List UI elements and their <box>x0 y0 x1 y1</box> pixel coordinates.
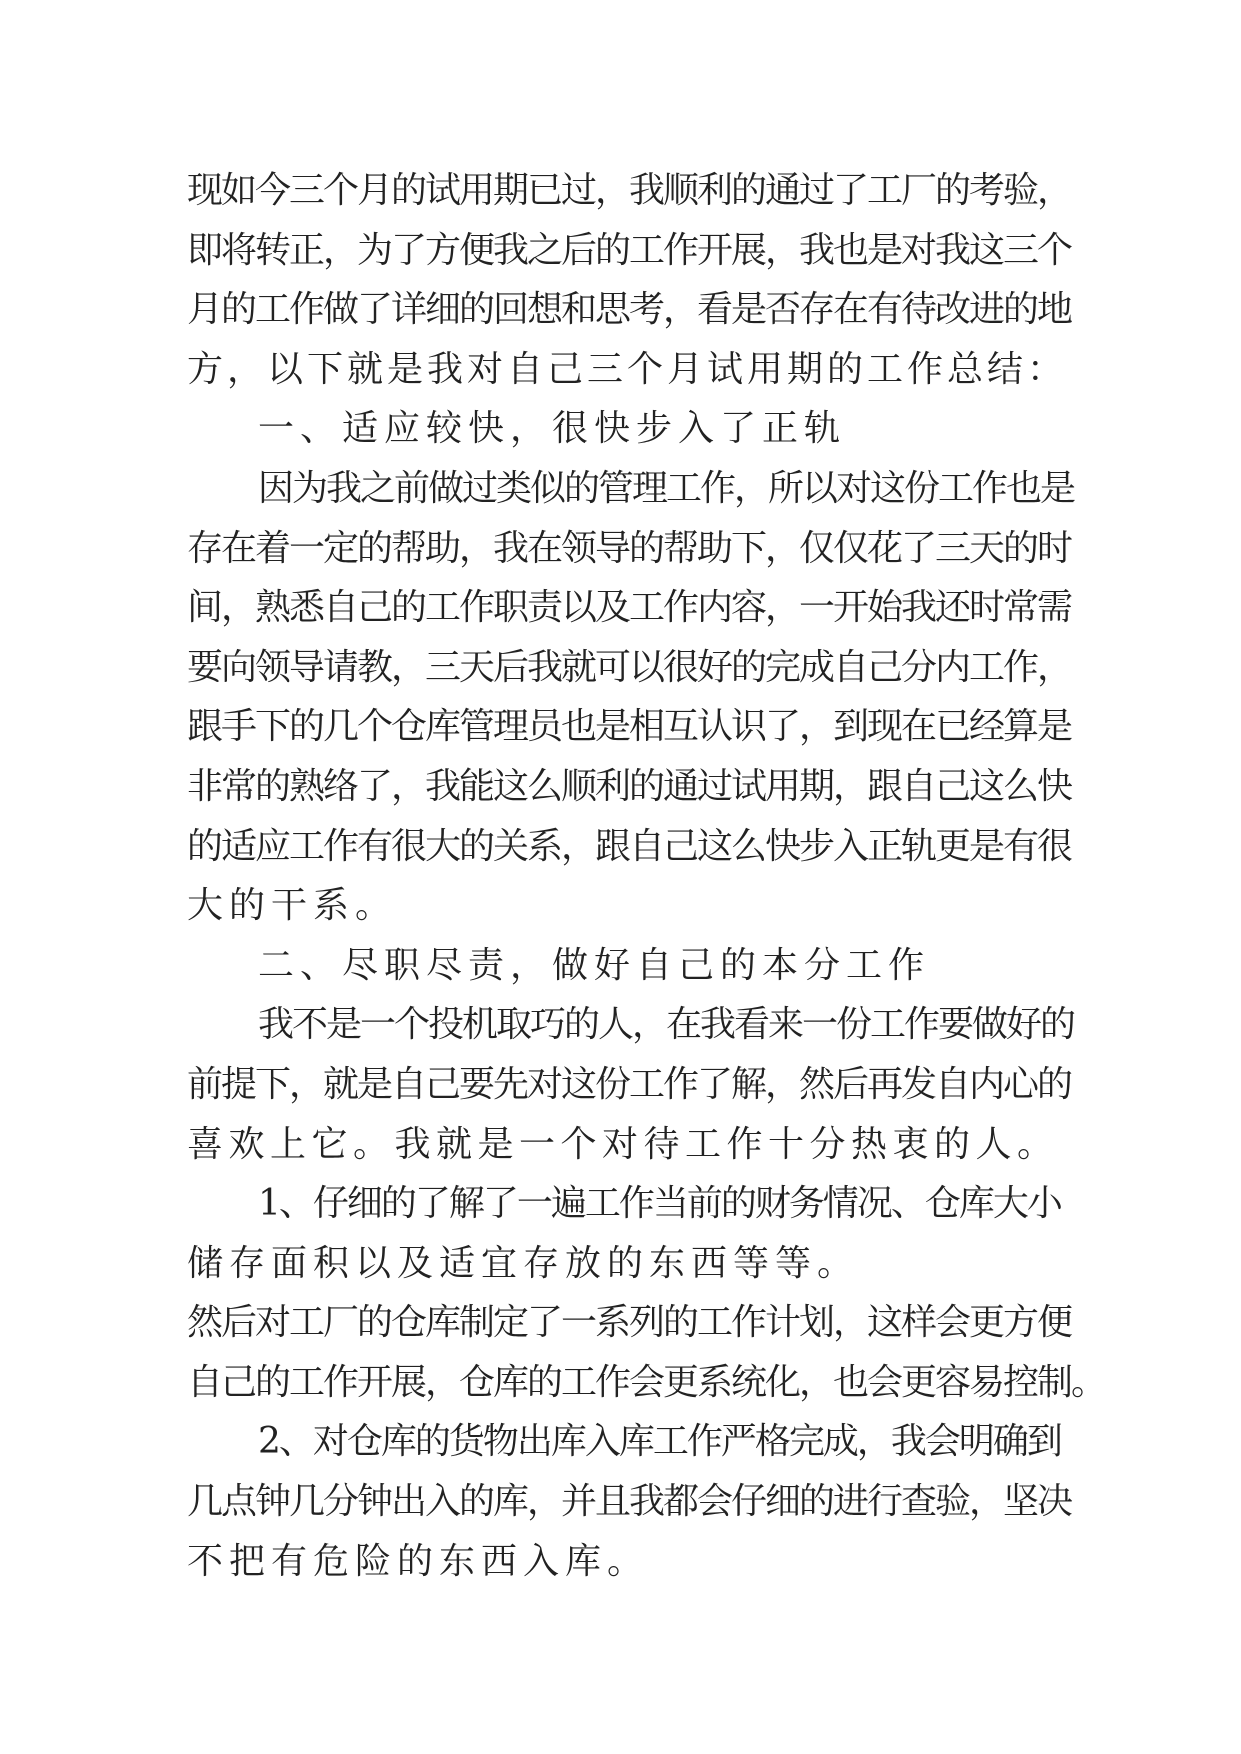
text-line: 要向领导请教，三天后我就可以很好的完成自己分内工作， <box>187 646 1072 688</box>
text-line: 因为我之前做过类似的管理工作，所以对这份工作也是 <box>258 467 1075 509</box>
text-line: 前提下，就是自己要先对这份工作了解，然后再发自内心的 <box>187 1063 1072 1105</box>
text-line: 的适应工作有很大的关系，跟自己这么快步入正轨更是有很 <box>187 825 1072 867</box>
text-line: 二、尽职尽责，做好自己的本分工作 <box>258 944 931 986</box>
text-line: 跟手下的几个仓库管理员也是相互认识了，到现在已经算是 <box>187 706 1072 748</box>
text-line: 自己的工作开展，仓库的工作会更系统化，也会更容易控制。 <box>187 1361 1106 1403</box>
text-line: 几点钟几分钟出入的库，并且我都会仔细的进行查验，坚决 <box>187 1481 1072 1523</box>
text-line: 非常的熟络了，我能这么顺利的通过试用期，跟自己这么快 <box>187 765 1072 807</box>
text-line: 大的干系。 <box>187 885 398 927</box>
text-line: 不把有危险的东西入库。 <box>187 1540 650 1582</box>
text-line: 喜欢上它。我就是一个对待工作十分热衷的人。 <box>187 1123 1059 1165</box>
text-line: 月的工作做了详细的回想和思考，看是否存在有待改进的地 <box>187 289 1072 331</box>
text-line: 间，熟悉自己的工作职责以及工作内容，一开始我还时常需 <box>187 587 1072 629</box>
text-line: 我不是一个投机取巧的人，在我看来一份工作要做好的 <box>258 1004 1075 1046</box>
text-line: 2、对仓库的货物出库入库工作严格完成，我会明确到 <box>258 1421 1061 1463</box>
text-line: 储存面积以及适宜存放的东西等等。 <box>187 1242 860 1284</box>
text-line: 一、适应较快，很快步入了正轨 <box>258 408 847 450</box>
text-line: 然后对工厂的仓库制定了一系列的工作计划，这样会更方便 <box>187 1302 1072 1344</box>
document-body <box>187 161 1106 1591</box>
text-line: 方，以下就是我对自己三个月试用期的工作总结： <box>187 348 1068 390</box>
text-line: 即将转正，为了方便我之后的工作开展，我也是对我这三个 <box>187 229 1072 271</box>
text-line: 现如今三个月的试用期已过，我顺利的通过了工厂的考验， <box>187 170 1072 211</box>
text-line: 1、仔细的了解了一遍工作当前的财务情况、仓库大小 <box>258 1183 1061 1225</box>
text-line: 存在着一定的帮助，我在领导的帮助下，仅仅花了三天的时 <box>187 527 1072 569</box>
